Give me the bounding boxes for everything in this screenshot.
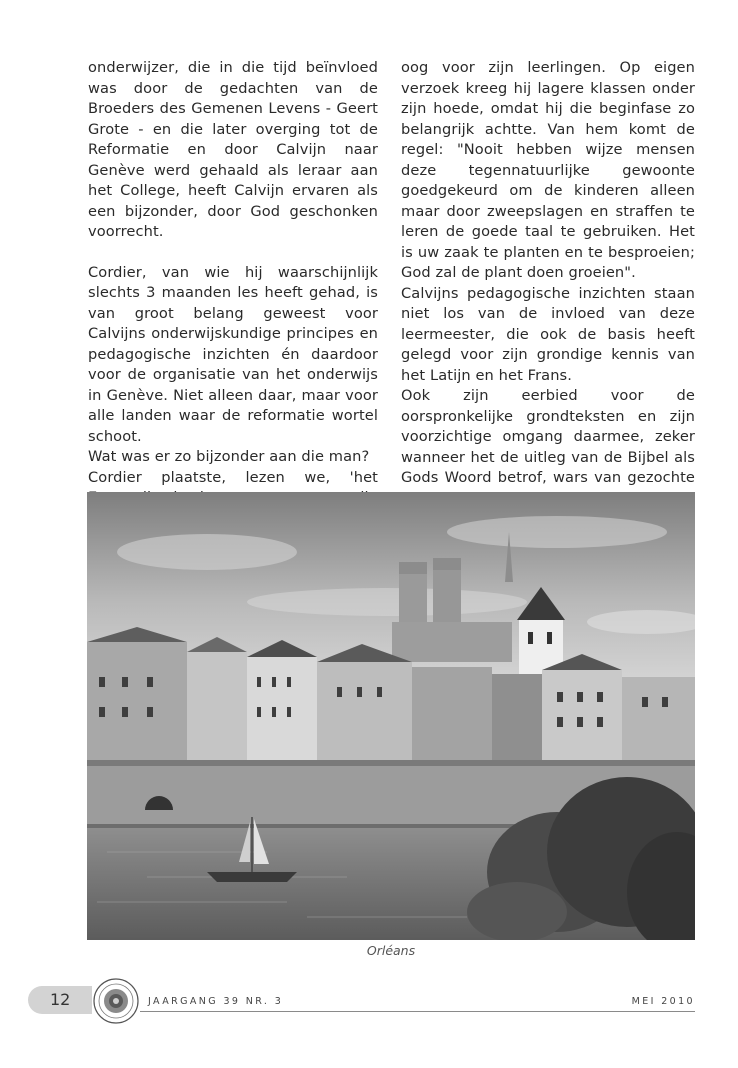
paragraph: Calvijns pedagogische inzichten staan niet los van de invloed van deze leermeester, die ook de basis heeft gelegd voor zijn grondige kennis van het Latijn en het Frans. [401, 284, 695, 384]
orleans-photo [87, 492, 695, 940]
magazine-seal-logo [92, 977, 140, 1025]
paragraph: onderwijzer, die in die tijd beïnvloed was door de gedachten van de Broeders des Gemenen Levens - Geert Grote - en die later overging tot de Reformatie en door Calvijn naar Genève werd gehaald als leraar aan het College, heeft Calvijn ervaren als een bijzonder, door God geschonken voorrecht. [88, 59, 378, 240]
paragraph: Cordier plaatste, lezen we, 'het [88, 468, 378, 486]
footer-rule [140, 1011, 695, 1012]
right-text-column [401, 58, 695, 530]
paragraph: Cordier, van wie hij waarschijnlijk slechts 3 maanden les heeft gehad, is van groot belang geweest voor Calvijns onderwijskundige principes en pedagogische inzichten én daardoor voor de organisatie van het onderwijs in Genève. Niet alleen daar, maar voor alle landen waar de reformatie wortel schoot. [88, 263, 378, 445]
volume-label: JAARGANG 39 NR. 3 [148, 996, 284, 1007]
photo-caption: Orléans [366, 943, 416, 958]
page-number: 12 [50, 990, 71, 1009]
issue-date: MEI 2010 [631, 996, 695, 1007]
paragraph: Ook zijn eerbied voor de oorspronkelijke grondteksten en zijn voorzichtige omgang daarmee, zeker wanneer het de uitleg van de Bijbel als Gods Woord betrof, wars van gezochte [401, 387, 695, 486]
left-text-column [88, 58, 378, 529]
paragraph: oog voor zijn leerlingen. Op eigen verzoek kreeg hij lagere klassen onder zijn hoede, omdat hij die beginfase zo belangrijk achtte. Van hem komt de regel: "Nooit hebben wijze mensen deze tegennatuurlijke gewoonte goedgekeurd om de kinderen alleen maar door zweepslagen en straffen te leren de goede taal te gebruiken. Het is uw zaak te planten en te besproeien; God zal de plant doen groeien". [401, 59, 695, 281]
paragraph: Wat was er zo bijzonder aan die man? [88, 448, 370, 465]
